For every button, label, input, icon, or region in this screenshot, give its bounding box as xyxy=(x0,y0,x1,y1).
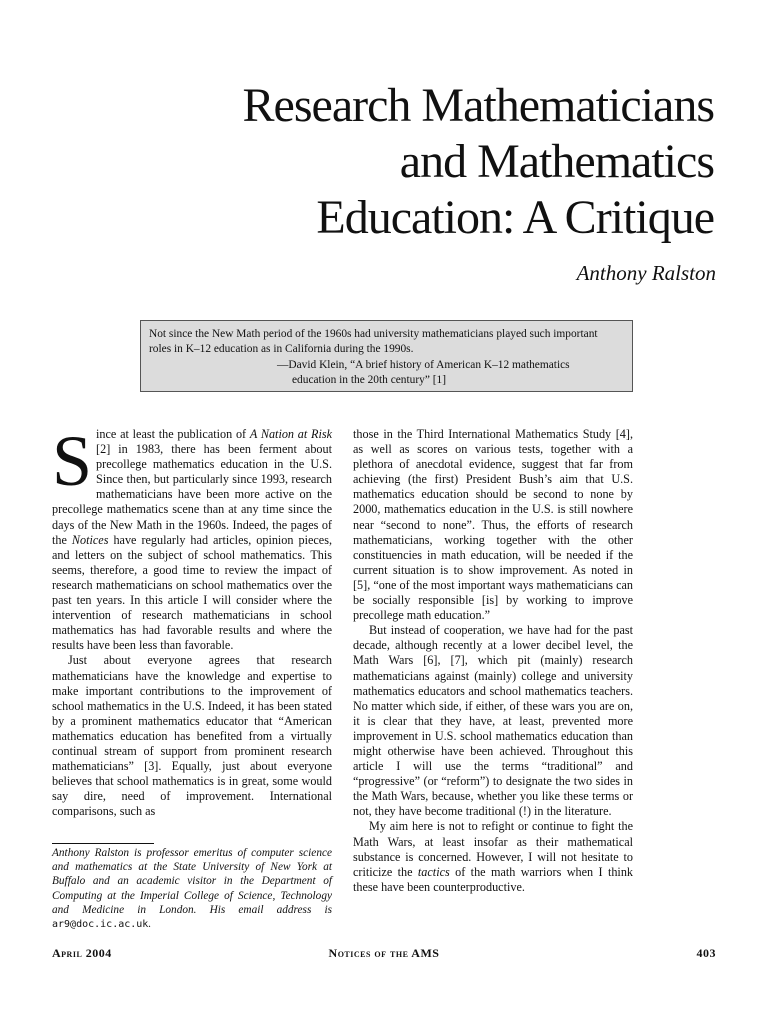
article-title xyxy=(54,78,714,246)
body-paragraph: But instead of cooperation, we have had for the past decade, although recently at a lower decibel level, the Math Wars [6], [7], which pit (mainly) research mathematicians against (mainly) college and university mathematics educators and school mathematics teachers. No matter which side, if either, of these wars you are on, it is clear that they have, at least, prevented more improvement in U.S. school mathematics education than might otherwise have been achieved. Throughout this article I will use the terms “traditional” and “progressive” (or “reform”) to designate the two sides in the Math Wars, because, whether you like these terms or not, they have become traditional (!) in the literature. xyxy=(353,623,633,819)
author-email: ar9@doc.ic.ac.uk xyxy=(52,919,149,931)
body-paragraph: Just about everyone agrees that research mathematicians have the knowledge and expertise to make important contributions to the improvement of school mathematics in the U.S. Indeed, it has been stated by a prominent mathematics educator that “American mathematics education has benefited from a virtually continual stream of support from prominent research mathematicians” [3]. Equally, just about everyone believes that school mathematics is in great, some would say dire, need of improvement. International comparisons, such as xyxy=(52,653,332,819)
title-line-1: Research Mathematicians xyxy=(242,79,714,132)
footnote-text: Anthony Ralston is professor emeritus of computer science and mathematics at the State University of New York at Buffalo and an academic visitor in the Department of Computing at the Imperial College of Science, Technology and Medicine in London. His email address is xyxy=(52,847,332,916)
left-column xyxy=(52,421,332,819)
title-line-2: and Mathematics xyxy=(399,135,714,188)
body-text: My aim here is not to refight or continue to fight the Math Wars, at least insofar as their mathematical substance is concerned. However, I will not hesitate to criticize the xyxy=(353,819,633,879)
body-paragraph xyxy=(52,421,332,653)
body-paragraph xyxy=(353,819,633,894)
right-column xyxy=(353,427,633,895)
drop-cap: S xyxy=(52,421,93,501)
epigraph-text-line-2: roles in K–12 education as in California during the 1990s. xyxy=(149,343,414,356)
body-text: ince at least the publication of xyxy=(96,427,250,441)
body-italic: A Nation at Risk xyxy=(249,427,332,441)
body-text: of the math warriors when I think these have been counterproductive. xyxy=(353,864,634,894)
author-name: Anthony Ralston xyxy=(576,261,716,285)
epigraph-box xyxy=(140,320,633,392)
body-italic: tactics xyxy=(417,864,450,879)
body-text: have regularly had articles, opinion pieces, and letters on the subject of school mathematics. This seems, therefore, a good time to review the impact of research mathematicians on school mathematics over the past ten years. In this article I will consider where the intervention of research mathematicians in school mathematics has had favorable results and where the results have been less than favorable. xyxy=(52,532,332,653)
body-text: [2] in 1983, there has been ferment about precollege mathematics education in the U.S. Since then, but particularly since 1993, research mathematicians have been more active on the precollege mathematics scene than at any time since the days of the New Math in the 1960s. Indeed, the pages of the xyxy=(52,442,332,547)
footnote-rule xyxy=(52,843,154,844)
footnote-end: . xyxy=(148,918,152,931)
epigraph-attribution-line-1: —David Klein, “A brief history of American K–12 mathematics xyxy=(277,358,570,371)
body-paragraph: those in the Third International Mathematics Study [4], as well as scores on various tests, together with a plethora of anecdotal evidence, suggest that far from achieving (the first) President Bush’s aim that U.S. mathematics education should be second to none by 2000, mathematics education in the U.S. is still nowhere near “second to none”. Thus, the efforts of research mathematicians, working together with the other constituencies in math education, will be needed if the current situation is to show improvement. As noted in [5], “one of the most important ways mathematicians can be socially responsible [is] by working to improve precollege math education.” xyxy=(353,427,633,623)
body-italic: Notices xyxy=(71,532,109,547)
epigraph-text-line-1: Not since the New Math period of the 1960s had university mathematicians played such important xyxy=(149,328,598,340)
footer-date: April 2004 xyxy=(52,946,112,960)
footer-journal: Notices of the AMS xyxy=(328,946,440,960)
author-footnote xyxy=(52,846,332,932)
epigraph-attribution-line-2: education in the 20th century” [1] xyxy=(292,374,447,387)
page-number: 403 xyxy=(696,946,716,960)
title-line-3: Education: A Critique xyxy=(316,191,714,244)
